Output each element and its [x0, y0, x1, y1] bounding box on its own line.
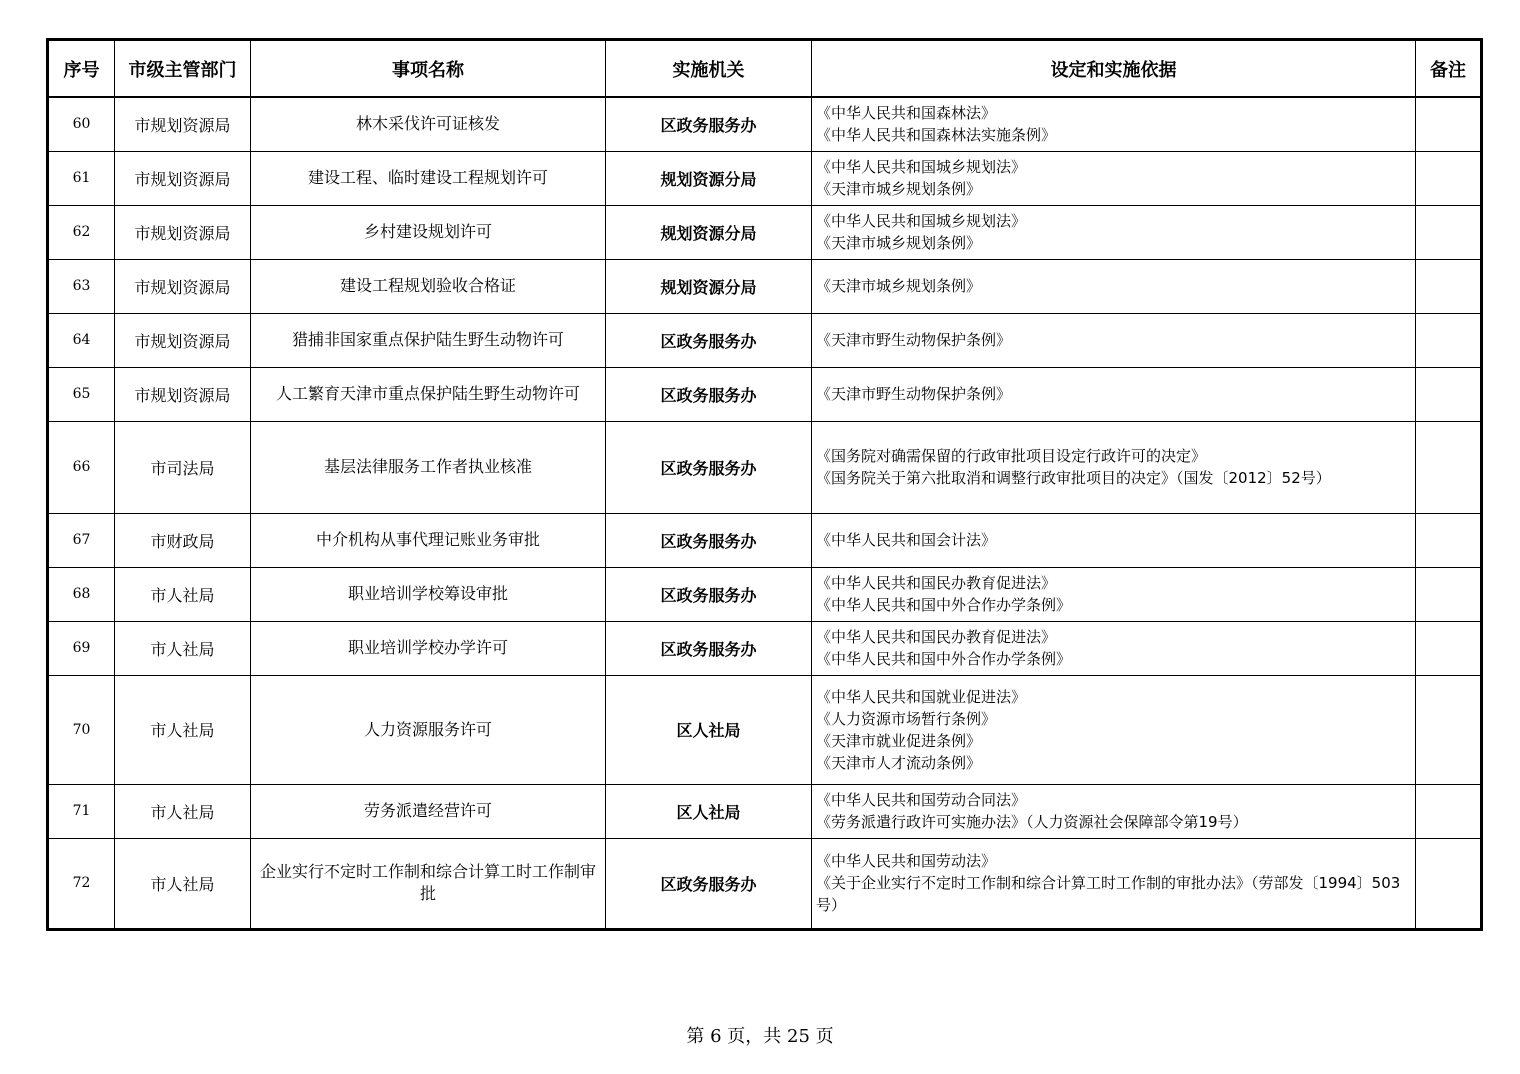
row-dept: 市规划资源局: [115, 97, 251, 151]
row-item-name: 劳务派遣经营许可: [251, 784, 606, 838]
row-agency: 规划资源分局: [606, 205, 812, 259]
basis-line: 《天津市野生动物保护条例》: [816, 331, 1012, 349]
row-item-name: 职业培训学校筹设审批: [251, 567, 606, 621]
row-no: 65: [48, 367, 115, 421]
row-item-name: 职业培训学校办学许可: [251, 621, 606, 675]
row-dept: 市规划资源局: [115, 151, 251, 205]
row-dept: 市人社局: [115, 621, 251, 675]
row-basis: [812, 151, 1416, 205]
table-row: [48, 259, 1482, 313]
row-dept: 市财政局: [115, 513, 251, 567]
row-dept: 市人社局: [115, 675, 251, 784]
basis-line: 《天津市就业促进条例》: [816, 731, 982, 750]
row-remark: [1416, 838, 1482, 929]
row-no: 63: [48, 259, 115, 313]
row-basis: [812, 621, 1416, 675]
row-no: 66: [48, 421, 115, 513]
row-no: 67: [48, 513, 115, 567]
row-agency: 区政务服务办: [606, 838, 812, 929]
basis-line: 《关于企业实行不定时工作制和综合计算工时工作制的审批办法》（劳部发〔1994〕503号）: [816, 874, 1401, 914]
row-basis: [812, 513, 1416, 567]
basis-line: 《劳务派遣行政许可实施办法》（人力资源社会保障部令第19号）: [816, 813, 1248, 831]
row-item-name: 人工繁育天津市重点保护陆生野生动物许可: [251, 367, 606, 421]
row-agency: 规划资源分局: [606, 259, 812, 313]
basis-line: 《天津市城乡规划条例》: [816, 277, 982, 295]
row-dept: 市人社局: [115, 784, 251, 838]
row-remark: [1416, 567, 1482, 621]
row-basis: [812, 367, 1416, 421]
row-agency: 区人社局: [606, 675, 812, 784]
header-dept: 市级主管部门: [115, 40, 251, 98]
row-basis: [812, 313, 1416, 367]
row-item-name: 人力资源服务许可: [251, 675, 606, 784]
basis-line: 《天津市野生动物保护条例》: [816, 385, 1012, 403]
table-row: [48, 421, 1482, 513]
table-row: [48, 367, 1482, 421]
row-basis: [812, 784, 1416, 838]
row-agency: 区政务服务办: [606, 621, 812, 675]
row-no: 69: [48, 621, 115, 675]
table-header-row: [48, 40, 1482, 98]
table-body: [48, 97, 1482, 929]
row-item-name: 企业实行不定时工作制和综合计算工时工作制审批: [251, 838, 606, 929]
basis-line: 《中华人民共和国城乡规划法》: [816, 158, 1027, 176]
header-remark: 备注: [1416, 40, 1482, 98]
row-remark: [1416, 313, 1482, 367]
row-dept: 市规划资源局: [115, 367, 251, 421]
basis-line: 《中华人民共和国中外合作办学条例》: [816, 596, 1072, 614]
basis-line: 《人力资源市场暂行条例》: [816, 709, 997, 728]
header-basis: 设定和实施依据: [812, 40, 1416, 98]
row-no: 68: [48, 567, 115, 621]
row-basis: [812, 97, 1416, 151]
table-row: [48, 151, 1482, 205]
table-row: [48, 675, 1482, 784]
row-agency: 区政务服务办: [606, 97, 812, 151]
row-dept: 市规划资源局: [115, 259, 251, 313]
row-dept: 市人社局: [115, 567, 251, 621]
row-no: 62: [48, 205, 115, 259]
header-no: 序号: [48, 40, 115, 98]
row-no: 71: [48, 784, 115, 838]
row-agency: 区人社局: [606, 784, 812, 838]
row-basis: [812, 205, 1416, 259]
row-item-name: 建设工程、临时建设工程规划许可: [251, 151, 606, 205]
row-agency: 区政务服务办: [606, 513, 812, 567]
basis-line: 《中华人民共和国民办教育促进法》: [816, 628, 1057, 646]
table-row: [48, 784, 1482, 838]
row-item-name: 林木采伐许可证核发: [251, 97, 606, 151]
row-no: 70: [48, 675, 115, 784]
row-item-name: 中介机构从事代理记账业务审批: [251, 513, 606, 567]
row-remark: [1416, 205, 1482, 259]
basis-line: 《中华人民共和国劳动法》: [816, 852, 997, 870]
row-basis: [812, 567, 1416, 621]
row-dept: 市规划资源局: [115, 313, 251, 367]
basis-line: 《中华人民共和国劳动合同法》: [816, 791, 1027, 809]
basis-line: 《中华人民共和国森林法》: [816, 104, 997, 123]
table-row: [48, 567, 1482, 621]
page-footer: 第 6 页，共 25 页: [686, 1026, 834, 1047]
table-row: [48, 97, 1482, 151]
row-item-name: 建设工程规划验收合格证: [251, 259, 606, 313]
basis-line: 《中华人民共和国中外合作办学条例》: [816, 650, 1072, 668]
row-agency: 规划资源分局: [606, 151, 812, 205]
row-item-name: 乡村建设规划许可: [251, 205, 606, 259]
row-remark: [1416, 513, 1482, 567]
row-remark: [1416, 675, 1482, 784]
row-item-name: 基层法律服务工作者执业核准: [251, 421, 606, 513]
row-agency: 区政务服务办: [606, 567, 812, 621]
row-no: 61: [48, 151, 115, 205]
row-basis: [812, 421, 1416, 513]
header-name: 事项名称: [251, 40, 606, 98]
basis-line: 《天津市人才流动条例》: [816, 753, 982, 772]
row-agency: 区政务服务办: [606, 313, 812, 367]
row-remark: [1416, 97, 1482, 151]
row-remark: [1416, 367, 1482, 421]
table-row: [48, 313, 1482, 367]
basis-line: 《中华人民共和国城乡规划法》: [816, 212, 1027, 230]
row-agency: 区政务服务办: [606, 421, 812, 513]
basis-line: 《国务院对确需保留的行政审批项目设定行政许可的决定》: [816, 447, 1207, 465]
permit-table: [46, 38, 1483, 931]
table-row: [48, 205, 1482, 259]
row-remark: [1416, 151, 1482, 205]
row-basis: [812, 259, 1416, 313]
basis-line: 《中华人民共和国森林法实施条例》: [816, 126, 1057, 145]
header-agency: 实施机关: [606, 40, 812, 98]
row-no: 72: [48, 838, 115, 929]
row-basis: [812, 838, 1416, 929]
basis-line: 《中华人民共和国会计法》: [816, 531, 997, 549]
table-row: [48, 621, 1482, 675]
row-remark: [1416, 259, 1482, 313]
row-remark: [1416, 621, 1482, 675]
row-no: 60: [48, 97, 115, 151]
basis-line: 《天津市城乡规划条例》: [816, 234, 982, 252]
row-dept: 市规划资源局: [115, 205, 251, 259]
row-remark: [1416, 421, 1482, 513]
row-basis: [812, 675, 1416, 784]
row-no: 64: [48, 313, 115, 367]
basis-line: 《国务院关于第六批取消和调整行政审批项目的决定》（国发〔2012〕52号）: [816, 469, 1331, 487]
table-row: [48, 513, 1482, 567]
basis-line: 《天津市城乡规划条例》: [816, 180, 982, 198]
table-row: [48, 838, 1482, 929]
row-dept: 市司法局: [115, 421, 251, 513]
basis-line: 《中华人民共和国就业促进法》: [816, 687, 1027, 706]
row-item-name: 猎捕非国家重点保护陆生野生动物许可: [251, 313, 606, 367]
row-agency: 区政务服务办: [606, 367, 812, 421]
basis-line: 《中华人民共和国民办教育促进法》: [816, 574, 1057, 592]
row-remark: [1416, 784, 1482, 838]
row-dept: 市人社局: [115, 838, 251, 929]
